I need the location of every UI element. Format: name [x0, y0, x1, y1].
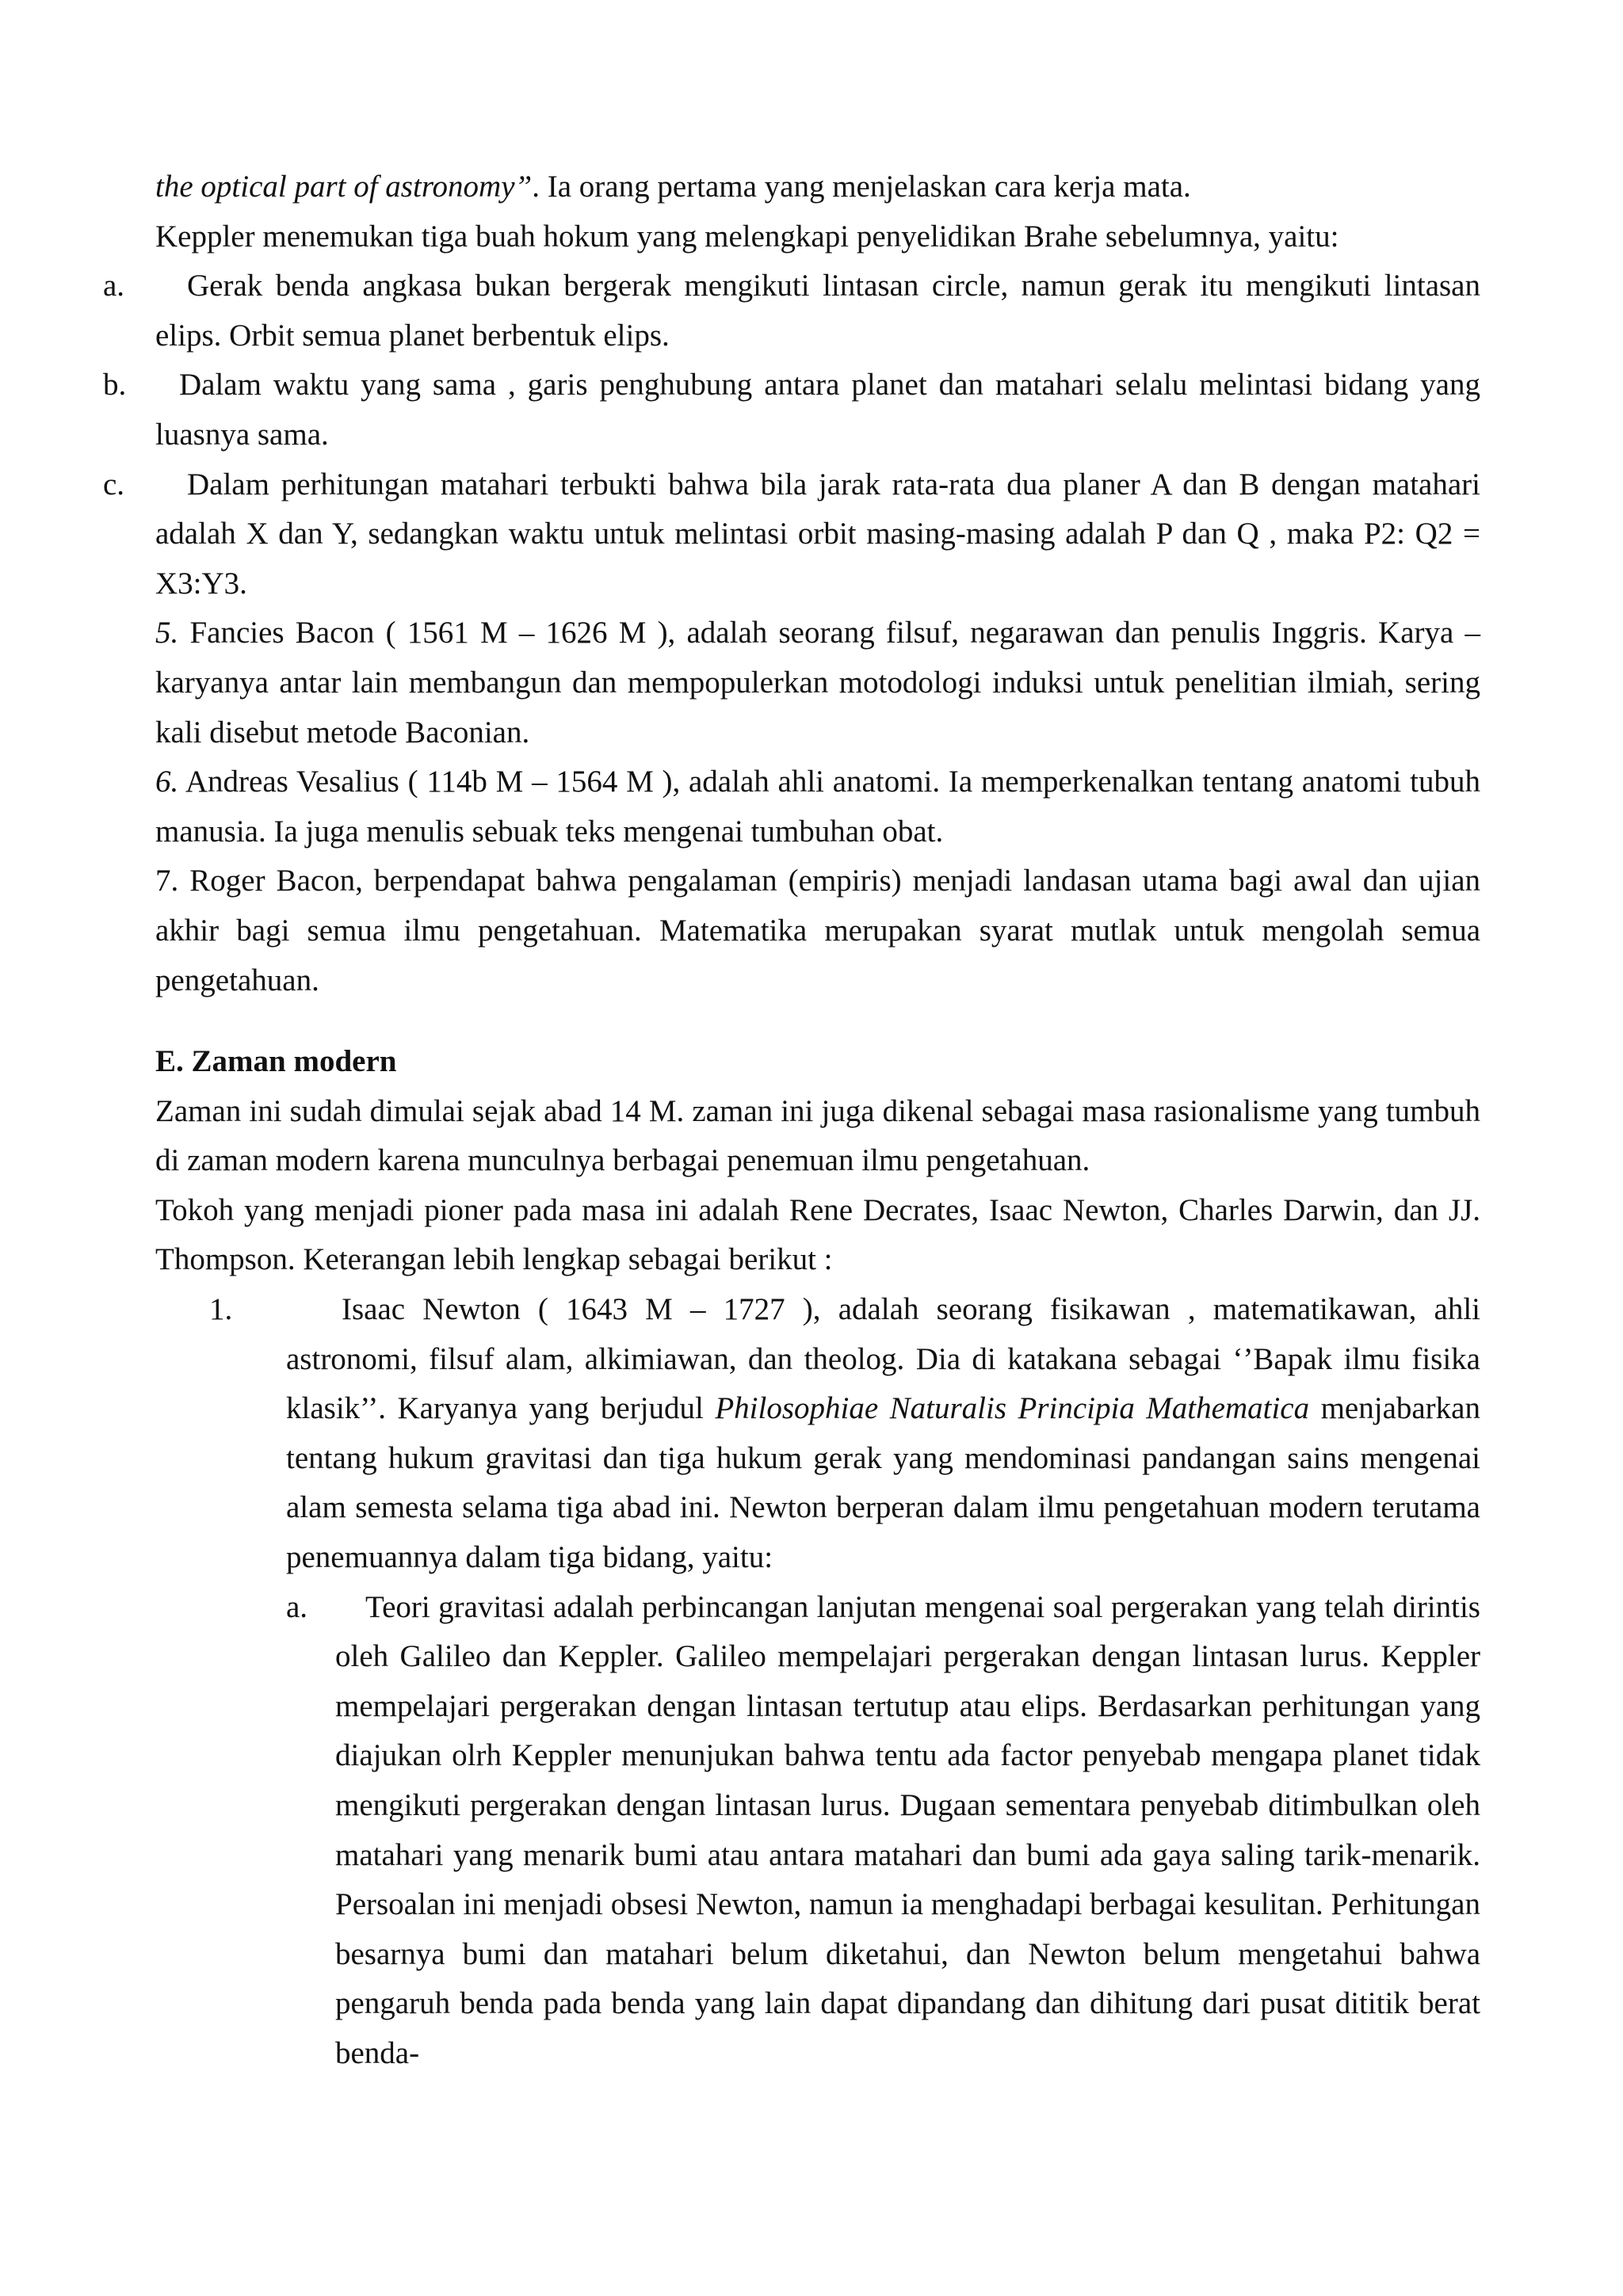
numbered-item-1 [155, 1285, 1480, 1583]
figure-number: 7. [155, 864, 179, 898]
kepler-law-text: Dalam waktu yang sama , garis penghubung antara planet dan matahari selalu melintasi bidang yang luasnya sama. [155, 368, 1480, 452]
list-number: 1. [209, 1292, 233, 1327]
figure-5 [155, 608, 1480, 757]
kepler-law-text: Gerak benda angkasa bukan bergerak mengikuti lintasan circle, namun gerak itu mengikuti lintasan elips. Orbit semua planet berbentuk elips. [155, 269, 1480, 353]
newton-text-b: menjabarkan tentang hukum gravitasi dan tiga hukum gerak yang mendominasi pandangan sains mengenai alam semesta selama tiga abad ini. Newton berperan dalam ilmu pengetahuan modern terutama penemuannya dalam tiga bidang, yaitu: [286, 1391, 1480, 1575]
figure-text: Fancies Bacon ( 1561 M – 1626 M ), adalah seorang filsuf, negarawan dan penulis Inggris. Karya – karyanya antar lain membangun dan mempopulerkan motodologi induksi untuk penelitian ilmiah, sering kali disebut metode Baconian. [155, 616, 1481, 749]
figure-6 [155, 757, 1480, 856]
page-content [103, 162, 1481, 2079]
list-marker: a. [103, 269, 125, 303]
principia-title: Philosophiae Naturalis Principia Mathematica [715, 1391, 1310, 1426]
list-marker: a. [286, 1589, 308, 1624]
figure-number: 5. [155, 616, 179, 650]
section-heading: E. Zaman modern [155, 1044, 397, 1079]
kepler-law-c [103, 460, 1480, 609]
section-paragraph-1: Zaman ini sudah dimulai sejak abad 14 M. zaman ini juga dikenal sebagai masa rasionalisme yang tumbuh di zaman modern karena munculnya berbagai penemuan ilmu pengetahuan. [155, 1093, 1480, 1178]
list-marker: c. [103, 467, 125, 502]
list-marker: b. [103, 368, 127, 402]
kepler-law-b [103, 360, 1480, 460]
kepler-law-a [103, 261, 1480, 360]
sub-item-a [155, 1583, 1480, 2079]
section-paragraph-2: Tokoh yang menjadi pioner pada masa ini adalah Rene Decrates, Isaac Newton, Charles Darwin, dan JJ. Thompson. Keterangan lebih lengkap sebagai berikut : [155, 1192, 1480, 1277]
intro-line-1-text: . Ia orang pertama yang menjelaskan cara kerja mata. [532, 170, 1191, 204]
intro-line-1 [155, 162, 1480, 212]
figure-text: Roger Bacon, berpendapat bahwa pengalaman (empiris) menjadi landasan utama bagi awal dan ujian akhir bagi semua ilmu pengetahuan. Matematika merupakan syarat mutlak untuk mengolah semua pengetahuan. [155, 864, 1481, 997]
newton-text-a: Isaac Newton ( 1643 M – 1727 ), adalah seorang fisikawan , matematikawan, ahli astronomi, filsuf alam, alkimiawan, dan theolog. Dia di katakana sebagai ‘’Bapak ilmu fisika klasik’’. Karyanya yang berjudul [286, 1292, 1480, 1426]
kepler-law-text: Dalam perhitungan matahari terbukti bahwa bila jarak rata-rata dua planer A dan B dengan matahari adalah X dan Y, sedangkan waktu untuk melintasi orbit masing-masing adalah P dan Q , maka P2: Q2 = X3:Y3. [155, 467, 1480, 601]
gravity-theory-text: Teori gravitasi adalah perbincangan lanjutan mengenai soal pergerakan yang telah dirintis oleh Galileo dan Keppler. Galileo mempelajari pergerakan dengan lintasan lurus. Keppler mempelajari pergerakan dengan lintasan tertutup atau elips. Berdasarkan perhitungan yang diajukan olrh Keppler menunjukan bahwa tentu ada factor penyebab mengapa planet tidak mengikuti pergerakan dengan lintasan lurus. Dugaan sementara penyebab ditimbulkan oleh matahari yang menarik bumi atau antara matahari dan bumi ada gaya saling tarik-menarik. Persoalan ini menjadi obsesi Newton, namun ia menghadapi berbagai kesulitan. Perhitungan besarnya bumi dan matahari belum diketahui, dan Newton belum mengetahui bahwa pengaruh benda pada benda yang lain dapat dipandang dan dihitung dari pusat dititik berat benda- [335, 1589, 1480, 2070]
intro-line-2: Keppler menemukan tiga buah hokum yang melengkapi penyelidikan Brahe sebelumnya, yaitu: [155, 219, 1339, 254]
intro-quote-italic: the optical part of astronomy” [155, 170, 533, 204]
figure-7 [155, 856, 1480, 1005]
figure-number: 6. [155, 765, 179, 799]
figure-text: Andreas Vesalius ( 114b M – 1564 M ), adalah ahli anatomi. Ia memperkenalkan tentang anatomi tubuh manusia. Ia juga menulis sebuak teks mengenai tumbuhan obat. [155, 765, 1480, 849]
